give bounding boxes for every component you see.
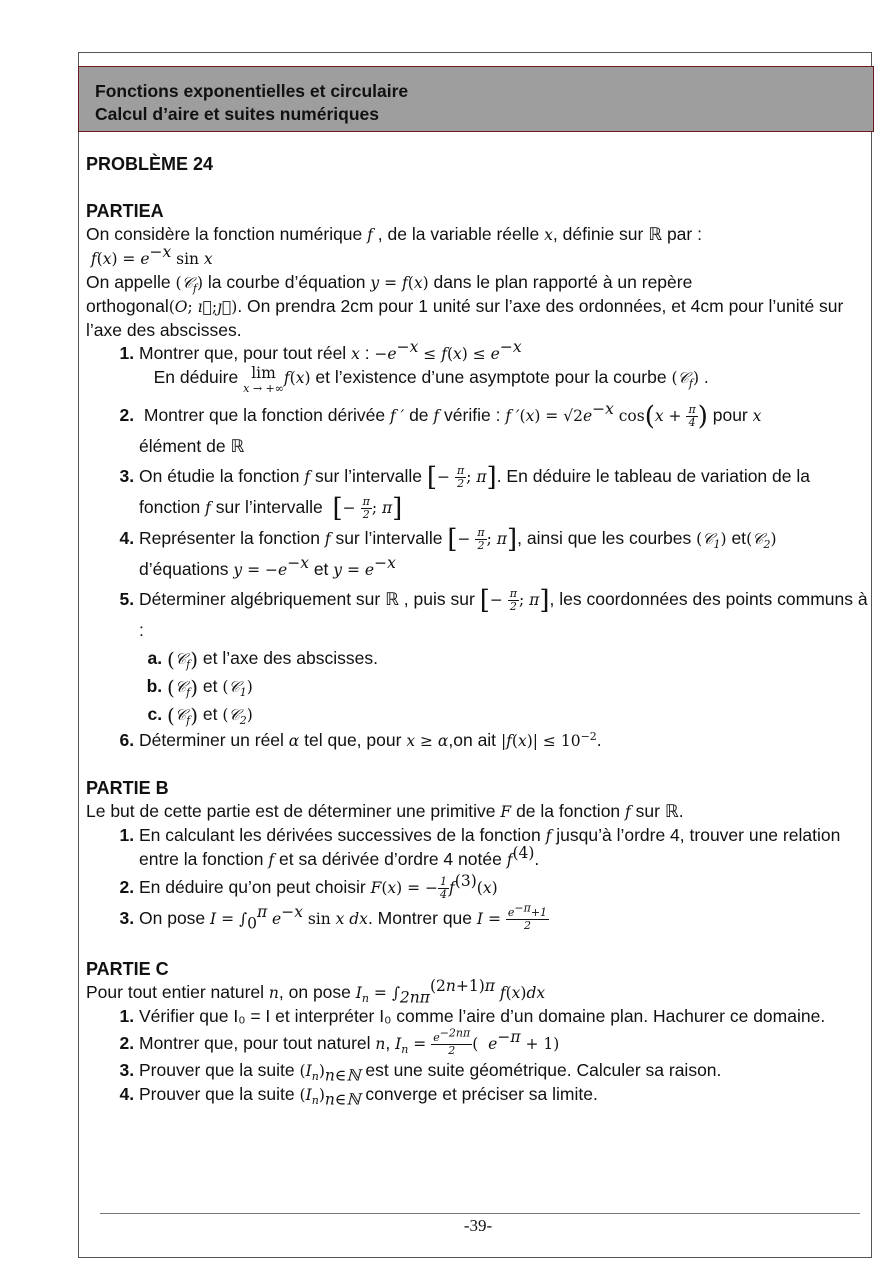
chapter-title-line1: Fonctions exponentielles et circulaire (95, 81, 409, 101)
question-c3: 3. Prouver que la suite $(I_n)_{n\in ℕ}$ est une suite géométrique. Calculer sa raison. (139, 1059, 868, 1083)
question-a5b: b. (𝒞$_f$) et (𝒞$_1$) (167, 673, 868, 701)
question-a1: 1. Montrer que, pour tout réel x : $-e^{-x} \le f(x) \le e^{-x}$ En déduire lim x → +∞f(x) et l’existence d’une asymptote pour la courbe (𝒞$_f$) . (139, 342, 868, 396)
part-a-intro: On considère la fonction numérique f , de la variable réelle x, définie sur ℝ par : (86, 224, 702, 244)
part-b-intro: Le but de cette partie est de déterminer une primitive F de la fonction f sur ℝ. (86, 801, 684, 821)
part-b-questions (86, 824, 868, 934)
question-c4: 4. Prouver que la suite $(I_n)_{n\in ℕ}$ converge et préciser sa limite. (139, 1083, 868, 1107)
function-definition: $f(x) = e^{-x}$ sin x (90, 243, 213, 268)
chapter-banner (78, 66, 874, 132)
part-a-questions (86, 338, 868, 753)
curve-definition: On appelle (𝒞$_f$) la courbe d’équation y = f(x) dans le plan rapporté à un repère (86, 272, 693, 296)
question-a5a: a. (𝒞$_f$) et l’axe des abscisses. (167, 645, 868, 673)
question-b3: 3. On pose $I = \int_0^\pi$ $e^{-x}$ sin x dx. Montrer que I = $\frac{e^{-\pi}+1}{2}$ (139, 903, 868, 934)
part-c-intro: Pour tout entier naturel n, on pose $I_n = \int_{2n\pi}^{(2n+1)\pi}$ f(x)dx (86, 977, 546, 1007)
question-a6: 6. Déterminer un réel α tel que, pour x ≥ α,on ait $|f(x)| \le 10^{-2}$. (139, 729, 868, 753)
frame-definition: orthogonal(O; ı⃗;ȷ⃗). On prendra 2cm pour 1 unité sur l’axe des ordonnées, et 4cm pour l’unité sur l’axe des abscisses. (86, 296, 844, 340)
question-a5: 5. Déterminer algébriquement sur ℝ , puis sur [− $\frac{\pi}{2}$ ; π], les coordonnées des points communs à : a. (𝒞$_f$) et l’axe des abscisses. b. (𝒞$_f$) et (𝒞$_1$) c. (𝒞$_f$) et (𝒞$_2$) (139, 584, 868, 729)
question-c1: 1. Vérifier que I₀ = I et interpréter I₀ comme l’aire d’un domaine plan. Hachurer ce domaine. (139, 1005, 868, 1028)
question-a2: 2. Montrer que la fonction dérivée f ′ de f vérifie : f $'(x) = √2e^{-x}$ cos(x + $\frac{\pi}{4}$ ) pour x élément de ℝ (139, 400, 868, 461)
footer-divider (100, 1213, 860, 1214)
question-b1: 1. En calculant les dérivées successives de la fonction f jusqu’à l’ordre 4, trouver une relation entre la fonction f et sa dérivée d’ordre 4 notée $f^{(4)}$. (139, 824, 868, 872)
part-c-title: PARTIE C (86, 959, 169, 979)
part-a-title: PARTIEA (86, 201, 164, 221)
problem-content (86, 153, 868, 1107)
question-a4: 4. Représenter la fonction f sur l’intervalle [− $\frac{\pi}{2}$ ; π], ainsi que les courbes (𝒞$_1$) et(𝒞$_2$) d’équations $y = -e^{-x}$ et $y = e^{-x}$ (139, 523, 868, 584)
part-c-questions (86, 1005, 868, 1107)
problem-title: PROBLÈME 24 (86, 154, 214, 174)
question-a3: 3. On étudie la fonction f sur l’intervalle [− $\frac{\pi}{2}$ ; π]. En déduire le tableau de variation de la fonction f sur l’intervalle [− $\frac{\pi}{2}$ ; π] (139, 461, 868, 523)
page-number: -39- (463, 1216, 493, 1235)
chapter-title-line2: Calcul d’aire et suites numériques (95, 104, 379, 124)
question-a5-subitems (139, 645, 868, 729)
part-b-title: PARTIE B (86, 778, 169, 798)
question-a5c: c. (𝒞$_f$) et (𝒞$_2$) (167, 701, 868, 729)
question-b2: 2. En déduire qu’on peut choisir F(x) = − $\frac{1}{4}$ $f^{(3)}(x)$ (139, 872, 868, 903)
question-c2: 2. Montrer que, pour tout naturel n, $I_n$ = $\frac{e^{-2n\pi}}{2}$ ( $e^{-\pi} + 1$) (139, 1028, 868, 1059)
